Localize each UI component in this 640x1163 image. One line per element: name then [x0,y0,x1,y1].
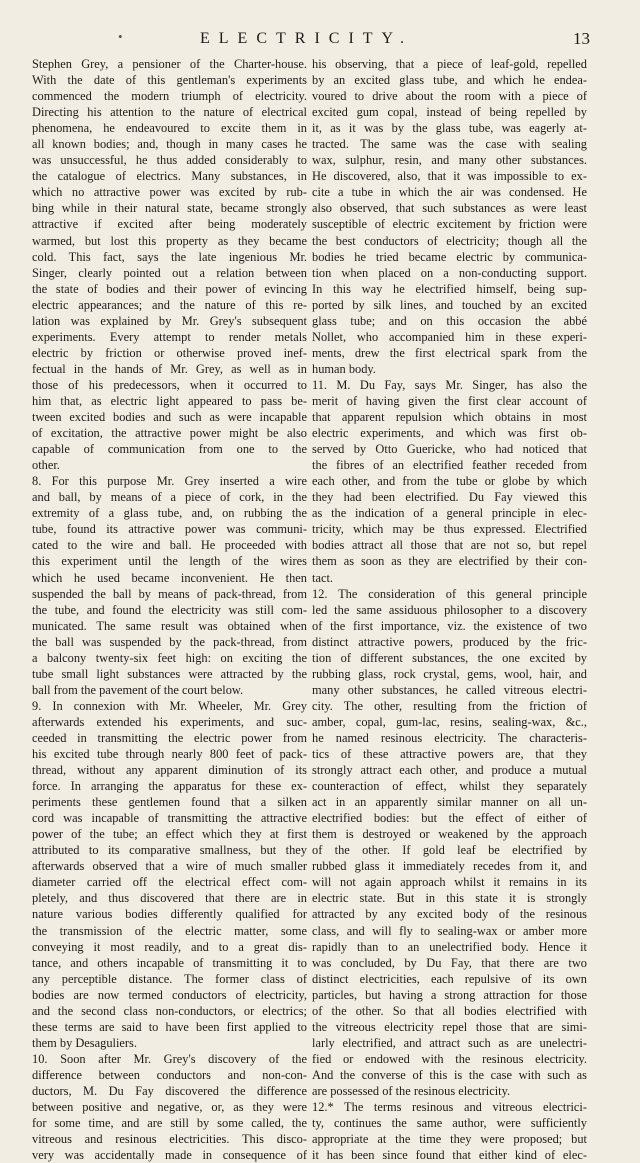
right-column-line: excited gum copal, instead of being repelled by [312,105,587,120]
right-column-line: electric experiments, and which was first ob- [312,426,587,441]
right-column-line: are possessed of the resinous electricity. [312,1084,511,1098]
left-column-line: cord was incapable of transmitting the attractive [32,811,307,826]
right-column-line: rubbed glass it immediately recedes from it, and [312,859,587,874]
right-column-line: served by Otto Guericke, who had noticed that [312,442,587,457]
right-column-line: appropriate at the time they were proposed; but [312,1132,587,1147]
right-column-line: amber, copal, gum-lac, resins, sealing-wax, &c., [312,714,587,729]
right-column-line: of the other. If gold leaf be electrified by [312,843,587,858]
left-column-line: suspended the ball by means of pack-thread, from [32,586,307,601]
left-column-line: tube small light substances were attracted by the [32,666,307,681]
left-column-line: attributed to its comparative smallness, but they [32,843,307,858]
right-column-line: strongly attract each other, and produce a mutual [312,763,587,778]
left-column-line: periments these gentlemen found that a silken [32,795,307,810]
left-column-line: which he used became inconvenient. He then [32,570,307,585]
left-column-line: conveying it most readily, and to a great dis- [32,939,307,954]
left-column-line: capable of communication from one to the [32,442,307,457]
right-column-line: of the first importance, viz. the existence of two [312,618,587,633]
left-column-line: power of the tube; an effect which they at first [32,827,307,842]
running-head-title: ELECTRICITY. [200,30,414,47]
left-column-line: the transmission of the electric matter, some [32,923,307,938]
right-column-line: tracted. The same was the case with sealing [312,137,587,152]
right-column-line: he named resinous electricity. The characteris- [312,730,587,745]
left-column-line: Directing his attention to the nature of electrical [32,105,307,120]
left-column-line: cold. This fact, says the late ingenious Mr. [32,249,307,264]
left-column-line: municated. The same result was obtained when [32,618,307,633]
right-column-line: tricity, which may be thus expressed. Electrified [312,522,587,537]
left-column-line: extremity of a glass tube, and, on rubbing the [32,506,307,521]
right-column-line: merit of having given the first clear account of [312,393,587,408]
left-column-line: those of his predecessors, when it occurred to [32,377,307,392]
right-column-line: them is destroyed or weakened by the approach [312,827,587,842]
right-column-line: bodies attract all those that are not so, but repel [312,538,587,553]
left-column-line: and the second class non-conductors, or electrics; [32,1003,307,1018]
right-column-line: it, as it was by the glass tube, was eagerly at- [312,121,587,136]
left-column-line: afterwards observed that a wire of much smaller [32,859,307,874]
left-column-line: the catalogue of electrics. Many substances, in [32,169,307,184]
left-column-line: difference between conductors and non-con- [32,1067,307,1082]
right-column-line: distinct electricities, each repulsive of its own [312,971,587,986]
printer-mark: • [118,29,123,44]
left-column-line: for some time, and are still by some called, the [32,1116,307,1131]
left-column-line: tance, and others incapable of transmitting it to [32,955,307,970]
right-column-line: And the converse of this is the case with such as [312,1067,587,1082]
left-column-line: electric by friction or otherwise proved inef- [32,345,307,360]
right-column-line: 12.* The terms resinous and vitreous electrici- [312,1100,587,1115]
right-column-line: many other substances, he called vitreous electri- [312,682,587,697]
left-column-line: tween excited bodies and such as were incapable [32,410,307,425]
right-column-line: was concluded, by Du Fay, that there are two [312,955,587,970]
right-column-line: led the same assiduous philosopher to a discovery [312,602,587,617]
right-column-line: rubbing glass, rock crystal, gems, wool, hair, and [312,666,587,681]
right-column-line: Nollet, who accompanied him in these experi- [312,329,587,344]
right-column-line: human body. [312,361,376,376]
right-column-line: distinct attractive powers, produced by the fric- [312,634,587,649]
right-column-line: act in an apparently similar manner on all un- [312,795,587,810]
right-column-line: as the indication of a general principle in elec- [312,506,587,521]
right-column-line: them as soon as they are electrified by their con- [312,554,587,569]
right-column-line: 11. M. Du Fay, says Mr. Singer, has also the [312,377,587,392]
right-column-line: rapidly than to an unelectrified body. Hence it [312,939,587,954]
right-column-line: class, and will fly to sealing-wax or amber more [312,923,587,938]
right-column-line: bodies he tried became electric by communica- [312,249,587,264]
left-column-line: ceeded in transmitting the electric power from [32,730,307,745]
right-column-line: the vitreous electricity repel those that are simi- [312,1019,587,1034]
left-column-line: warmed, but lost this property as they became [32,233,307,248]
left-column-line: ductors, M. Du Fay discovered the difference [32,1084,307,1098]
right-column-line: larly electrified, and attract such as are unelectri- [312,1035,587,1050]
right-column-line: attracted by any excited body of the resinous [312,907,587,922]
right-column-line: wax, sulphur, resin, and many other substances. [312,153,587,168]
right-column-line: his observing, that a piece of leaf-gold, repelled [312,57,587,71]
right-column-line: will not again approach whilst it remains in its [312,875,587,890]
left-column-line: ball from the pavement of the court below. [32,682,244,697]
right-column-line: susceptible of electric excitement by friction were [312,217,587,232]
left-column-line: and ball, by means of a piece of cork, in the [32,490,307,505]
left-column-line: these terms are said to have been first applied to [32,1019,307,1034]
left-text-column [32,56,307,1163]
right-column-line: of the other. So that all bodies electrified with [312,1003,587,1018]
left-column-line: phenomena, he endeavoured to excite them in [32,121,307,136]
right-column-line: ments, drew the first electrical spark from the [312,345,587,360]
left-column-line: Singer, clearly pointed out a relation between [32,265,307,280]
right-column-line: the fibres of an electrified feather receded from [312,458,587,473]
left-column-line: pletely, and thus discovered that there are in [32,891,307,906]
left-column-line: electric appearances; and the nature of this re- [32,297,307,312]
left-column-line: fectual in the hands of Mr. Grey, as well as in [32,361,307,376]
right-column-line: 12. The consideration of this general principle [312,586,587,601]
left-column-line: his excited tube through nearly 800 feet of pack- [32,747,307,762]
left-column-line: all known bodies; and, though in many cases he [32,137,307,152]
left-column-line: experiments. Every attempt to render metals [32,329,307,344]
left-column-line: 8. For this purpose Mr. Grey inserted a wire [32,474,307,489]
left-column-line: thread, without any apparent diminution of its [32,763,307,778]
left-column-line: vitreous and resinous electricities. This disco- [32,1132,307,1147]
left-column-line: this experiment until the length of the wires [32,554,307,569]
right-column-line: glass tube; and on this occasion the abbé [312,313,587,328]
right-text-column [312,56,587,1163]
right-column-line: the best conductors of electricity; though all the [312,233,587,248]
left-column-line: 9. In connexion with Mr. Wheeler, Mr. Grey [32,698,307,713]
right-column-line: it has been since found that either kind of elec- [312,1148,587,1163]
left-column-line: which no attractive power was excited by rub- [32,185,307,200]
right-column-line: by an excited glass tube, and which he endea- [312,73,587,88]
right-column-line: tion of different substances, the one excited by [312,650,587,665]
left-column-line: between positive and negative, or, as they were [32,1100,307,1115]
right-column-line: electric state. But in this state it is strongly [312,891,587,906]
right-column-line: fied or endowed with the resinous electricity. [312,1051,587,1066]
left-column-line: of excitation, the attractive power might be also [32,426,307,441]
left-column-line: other. [32,458,60,473]
left-column-line: With the date of this gentleman's experiments [32,73,307,88]
left-column-line: commenced the modern triumph of electricity. [32,89,307,104]
right-column-line: tact. [312,570,333,585]
right-column-line: city. The other, resulting from the friction of [312,698,587,713]
left-column-line: cated to the wire and ball. He proceeded with [32,538,307,553]
right-column-line: also observed, that such substances as were least [312,201,587,216]
left-column-line: very was accidentally made in consequence of [32,1148,307,1163]
left-column-line: afterwards extended his experiments, and suc- [32,714,307,729]
right-column-line: particles, but having a strong attraction for those [312,987,587,1002]
right-column-line: In this way he electrified himself, being sup- [312,281,587,296]
right-column-line: each other, and from the tube or globe by which [312,474,587,489]
left-column-line: 10. Soon after Mr. Grey's discovery of the [32,1051,307,1066]
left-column-line: Stephen Grey, a pensioner of the Charter-house. [32,57,307,71]
left-column-line: force. In arranging the apparatus for these ex- [32,779,307,794]
right-column-line: voured to drive about the room with a piece of [312,89,587,104]
right-column-line: ported by silk lines, and touched by an excited [312,297,587,312]
left-column-line: the state of bodies and their power of evincing [32,281,307,296]
right-column-line: counteraction of effect, whilst they separately [312,779,587,794]
left-column-line: a balcony twenty-six feet high: on exciting the [32,650,307,665]
right-column-line: that apparent repulsion which obtains in most [312,410,587,425]
left-column-line: the tube, and found the electricity was still com- [32,602,307,617]
left-column-line: was unsuccessful, he thus added considerably to [32,153,307,168]
right-column-line: tics of these attractive powers are, that they [312,747,587,762]
right-column-line: He discovered, also, that it was impossible to ex- [312,169,587,184]
left-column-line: bodies are now termed conductors of electricity, [32,987,307,1002]
left-column-line: tube, found its attractive power was communi- [32,522,307,537]
right-column-line: they had been electrified. Du Fay viewed this [312,490,587,505]
right-column-line: cite a tube in which the air was condensed. He [312,185,587,200]
left-column-line: attractive if excited after being moderately [32,217,307,232]
left-column-line: lation was explained by Mr. Grey's subsequent [32,313,307,328]
left-column-line: diameter carried off the electrical effect com- [32,875,307,890]
left-column-line: nature various bodies differently qualified for [32,907,307,922]
left-column-line: any perceptible distance. The former class of [32,971,307,986]
left-column-line: bing while in their natural state, became strongly [32,201,307,216]
right-column-line: tion when placed on a non-conducting support. [312,265,587,280]
page-number: 13 [573,29,590,48]
right-column-line: electrified bodies: but the effect of either of [312,811,587,826]
left-column-line: them by Desaguliers. [32,1035,137,1050]
left-column-line: him that, as electric light appeared to pass be- [32,393,307,408]
right-column-line: ty, continues the same author, were sufficiently [312,1116,587,1131]
left-column-line: the ball was suspended by the pack-thread, from [32,634,307,649]
